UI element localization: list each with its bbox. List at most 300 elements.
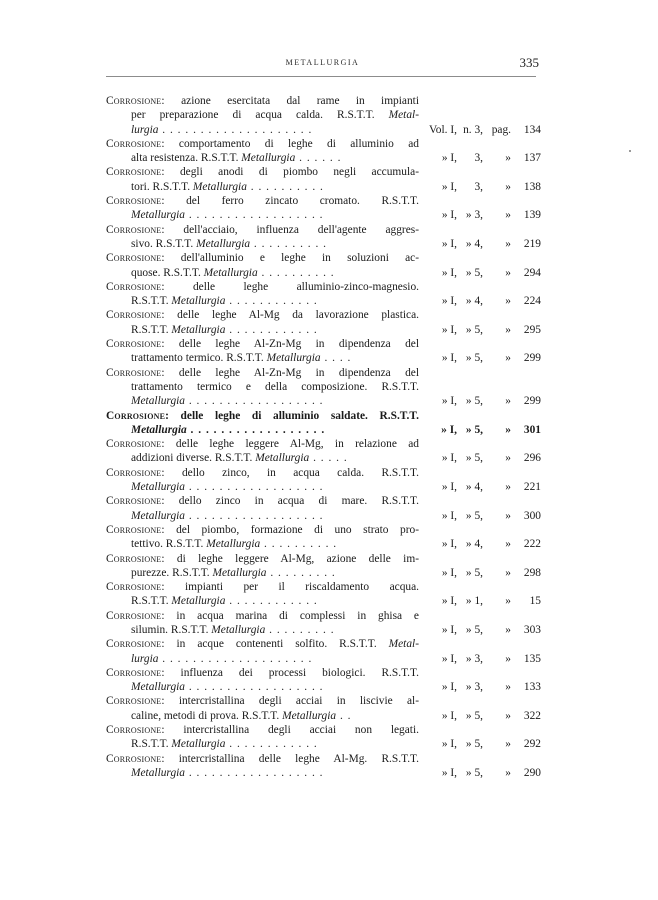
- entry-first-line: [106, 223, 541, 237]
- index-entry: [106, 637, 541, 666]
- entry-text: [131, 351, 419, 365]
- journal-name: Metallurgia: [192, 180, 247, 193]
- issue-number: 3,: [474, 180, 483, 193]
- dot-leader: . . . . . . . . . .: [250, 237, 328, 250]
- entry-description: : impianti per il riscaldamento acqua.: [161, 581, 419, 594]
- entry-description: R.S.T.T.: [131, 595, 172, 608]
- page-ref: 137: [523, 152, 541, 165]
- journal-name: Metallurgia: [131, 509, 185, 522]
- entry-description: : delle leghe Al-Zn-Mg in dipendenza del: [161, 366, 419, 379]
- dot-leader: . . . .: [320, 352, 352, 365]
- journal-name: Metallurgia: [206, 538, 261, 551]
- page-label: »: [505, 209, 511, 222]
- subject-index: [106, 94, 541, 780]
- journal-name: Metallurgia: [131, 481, 185, 494]
- entry-continuation-line: [106, 737, 541, 751]
- index-entry: [106, 251, 541, 280]
- page-label: »: [505, 509, 511, 522]
- entry-continuation-line: [106, 766, 541, 780]
- entry-description: purezze. R.S.T.T.: [131, 566, 213, 579]
- entry-first-line: [106, 752, 541, 766]
- entry-description: : delle leghe Al-Zn-Mg in dipendenza del: [161, 338, 419, 351]
- page-ref: 134: [523, 123, 541, 136]
- page-ref: 133: [523, 681, 541, 694]
- entry-first-line: [106, 308, 541, 322]
- entry-heading: Corrosione: [106, 409, 166, 422]
- index-entry: [106, 494, 541, 523]
- journal-name: Metallurgia: [255, 452, 310, 465]
- entry-heading: Corrosione: [106, 581, 162, 594]
- entry-description: : del piombo, formazione di uno strato pro-: [161, 523, 419, 536]
- entry-continuation-line: [106, 266, 541, 280]
- entry-text: [106, 337, 419, 351]
- entry-description: azione esercitata dal rame in impianti: [164, 95, 419, 107]
- dot-leader: . . . . . . . . . . . . . . . . . .: [186, 423, 326, 436]
- dot-leader: . . . . . . . . . . . . . . . . . .: [185, 681, 324, 694]
- entry-heading: Corrosione: [106, 338, 162, 351]
- entry-text: [106, 666, 419, 680]
- issue-number: » 3,: [465, 652, 483, 665]
- volume-ref: » I,: [441, 323, 457, 336]
- page-number: 335: [519, 55, 539, 70]
- entry-text: [131, 652, 419, 666]
- page-ref: 138: [523, 180, 541, 193]
- entry-description: alta resistenza. R.S.T.T.: [131, 152, 242, 165]
- page-ref: 296: [523, 452, 541, 465]
- page-label: »: [505, 481, 511, 494]
- journal-name: Metal-: [388, 109, 419, 122]
- entry-heading: Corrosione: [106, 666, 162, 679]
- index-entry: [106, 366, 541, 409]
- page-label: »: [505, 566, 511, 579]
- issue-number: » 5,: [465, 452, 483, 465]
- page-ref: 139: [523, 209, 541, 222]
- volume-ref: » I,: [441, 538, 457, 551]
- volume-ref: » I,: [441, 423, 457, 436]
- entry-heading: Corrosione: [106, 252, 162, 265]
- index-entry: [106, 337, 541, 366]
- issue-number: » 5,: [465, 395, 483, 408]
- entry-text: [131, 566, 419, 580]
- issue-number: » 5,: [465, 352, 483, 365]
- entry-text: [131, 380, 419, 394]
- index-entry: [106, 308, 541, 337]
- entry-heading: Corrosione: [106, 724, 162, 737]
- volume-ref: » I,: [441, 566, 457, 579]
- page-label: pag.: [491, 123, 511, 136]
- page-ref: 222: [523, 538, 541, 551]
- entry-text: [131, 509, 419, 523]
- journal-name: Metallurgia: [212, 566, 267, 579]
- entry-continuation-line: [106, 652, 541, 666]
- entry-description: : in acque contenenti solfito. R.S.T.T.: [161, 638, 389, 651]
- page-ref: 15: [529, 595, 541, 608]
- entry-heading: Corrosione: [106, 466, 162, 479]
- entry-description: quose. R.S.T.T.: [131, 266, 204, 279]
- journal-name: Metallurgia: [241, 152, 296, 165]
- issue-number: » 3,: [465, 209, 483, 222]
- dot-leader: . . . . . . . . . . . . . . . . . .: [185, 766, 324, 779]
- entry-description: addizioni diverse. R.S.T.T.: [131, 452, 256, 465]
- journal-name: Metallurgia: [282, 709, 337, 722]
- dot-leader: . . . . . . . . . .: [260, 538, 338, 551]
- entry-text: [131, 480, 419, 494]
- page-label: »: [505, 395, 511, 408]
- entry-text: [106, 723, 419, 737]
- volume-ref: » I,: [441, 652, 457, 665]
- entry-description: sivo. R.S.T.T.: [131, 237, 197, 250]
- entry-text: [106, 523, 419, 537]
- entry-description: : intercristallina degli acciai in liscivie al-: [161, 695, 419, 708]
- entry-text: [131, 451, 419, 465]
- entry-first-line: [106, 337, 541, 351]
- volume-ref: » I,: [441, 452, 457, 465]
- entry-text: [106, 251, 419, 265]
- entry-first-line: [106, 437, 541, 451]
- entry-first-line: [106, 251, 541, 265]
- entry-text: [106, 409, 419, 423]
- dot-leader: . . . . . . . . . . . . . . . . . .: [185, 509, 324, 522]
- entry-first-line: [106, 666, 541, 680]
- page-label: »: [505, 595, 511, 608]
- dot-leader: . . . . . . . . . . . .: [225, 323, 318, 336]
- entry-continuation-line: [106, 566, 541, 580]
- volume-ref: » I,: [441, 266, 457, 279]
- entry-text: [131, 294, 419, 308]
- page-ref: 298: [523, 566, 541, 579]
- volume-ref: » I,: [441, 209, 457, 222]
- entry-continuation-line: [106, 423, 541, 437]
- entry-description: : degli anodi di piombo negli accumula-: [161, 166, 419, 179]
- volume-ref: » I,: [441, 738, 457, 751]
- page-label: »: [505, 266, 511, 279]
- volume-ref: » I,: [441, 709, 457, 722]
- entry-heading: Corrosione: [106, 552, 162, 565]
- entry-description: per preparazione di acqua calda. R.S.T.T.: [131, 109, 389, 122]
- dot-leader: . . . . . . . . . . . . . . . . . . . .: [158, 652, 313, 665]
- dot-leader: . . . . . . . . . . . .: [225, 295, 318, 308]
- page-label: »: [505, 180, 511, 193]
- volume-ref: » I,: [441, 295, 457, 308]
- dot-leader: . . . . . . . . . . . . . . . . . .: [185, 481, 324, 494]
- dot-leader: . . . . . . . . . . . . . . . . . .: [185, 209, 324, 222]
- issue-number: » 5,: [465, 738, 483, 751]
- volume-ref: » I,: [441, 766, 457, 779]
- entry-description: R.S.T.T.: [131, 323, 172, 336]
- page-label: »: [505, 152, 511, 165]
- entry-heading: Corrosione: [106, 223, 162, 236]
- issue-number: » 5,: [465, 623, 483, 636]
- journal-name: Metallurgia: [196, 237, 251, 250]
- entry-continuation-line: [106, 680, 541, 694]
- entry-heading: Corrosione:: [106, 95, 165, 107]
- entry-heading: Corrosione: [106, 609, 162, 622]
- issue-number: » 4,: [465, 481, 483, 494]
- entry-first-line: [106, 466, 541, 480]
- entry-continuation-line: [106, 237, 541, 251]
- margin-speck: [629, 150, 631, 152]
- entry-text: [131, 423, 419, 437]
- entry-description: : delle leghe di alluminio saldate. R.S.T.T.: [165, 409, 419, 422]
- issue-number: » 5,: [465, 509, 483, 522]
- entry-first-line: [106, 94, 541, 108]
- entry-first-line: [106, 637, 541, 651]
- entry-description: : dello zinco in acqua di mare. R.S.T.T.: [161, 495, 419, 508]
- dot-leader: . . . . . . . . . .: [246, 180, 324, 193]
- index-entry: [106, 223, 541, 252]
- entry-description: trattamento termico e della composizione. R.S.T.T.: [131, 380, 419, 393]
- page-ref: 299: [523, 352, 541, 365]
- entry-continuation-line: [106, 537, 541, 551]
- entry-first-line: [106, 280, 541, 294]
- entry-first-line: [106, 580, 541, 594]
- entry-continuation-line: [106, 480, 541, 494]
- entry-heading: Corrosione: [106, 366, 162, 379]
- entry-text: [131, 266, 419, 280]
- entry-description: R.S.T.T.: [131, 295, 172, 308]
- page-label: »: [505, 295, 511, 308]
- entry-description: : del ferro zincato cromato. R.S.T.T.: [161, 195, 419, 208]
- header-rule: [106, 76, 536, 77]
- entry-text: [106, 308, 419, 322]
- entry-description: : delle leghe Al-Mg da lavorazione plastica.: [161, 309, 419, 322]
- page-ref: 322: [523, 709, 541, 722]
- index-entry: [106, 137, 541, 166]
- index-entry: [106, 437, 541, 466]
- entry-continuation-line: [106, 108, 541, 122]
- entry-text: [106, 609, 419, 623]
- entry-continuation-line: [106, 380, 541, 394]
- dot-leader: . . . . . .: [295, 152, 342, 165]
- entry-first-line: [106, 723, 541, 737]
- running-header: [106, 55, 539, 74]
- entry-text: [131, 208, 419, 222]
- index-entry: [106, 552, 541, 581]
- entry-description: tettivo. R.S.T.T.: [131, 538, 207, 551]
- issue-number: » 5,: [465, 709, 483, 722]
- volume-ref: » I,: [441, 237, 457, 250]
- index-entry: [106, 165, 541, 194]
- entry-text: [131, 151, 419, 165]
- index-entry: [106, 280, 541, 309]
- entry-text: [106, 552, 419, 566]
- entry-heading: Corrosione: [106, 438, 162, 451]
- entry-description: : intercristallina degli acciai non legati.: [161, 724, 419, 737]
- entry-continuation-line: [106, 709, 541, 723]
- entry-description: : dell'acciaio, influenza dell'agente aggres-: [161, 223, 419, 236]
- entry-first-line: [106, 366, 541, 380]
- volume-ref: » I,: [441, 623, 457, 636]
- entry-text: [106, 94, 419, 108]
- entry-text: [131, 180, 419, 194]
- entry-first-line: [106, 165, 541, 179]
- journal-name: Metallurgia: [171, 295, 226, 308]
- journal-name: Metallurgia: [131, 423, 187, 436]
- page-ref: 224: [523, 295, 541, 308]
- dot-leader: . . . . . . . . . . . .: [225, 595, 318, 608]
- dot-leader: . . . . . . . . .: [265, 623, 335, 636]
- running-title: METALLURGIA: [285, 58, 360, 67]
- page-ref: 219: [523, 237, 541, 250]
- entry-continuation-line: [106, 509, 541, 523]
- entry-text: [131, 323, 419, 337]
- entry-heading: Corrosione: [106, 695, 162, 708]
- issue-number: n. 3,: [463, 123, 483, 136]
- page-ref: 303: [523, 623, 541, 636]
- entry-description: : dello zinco, in acqua calda. R.S.T.T.: [161, 466, 419, 479]
- journal-name: Metallurgia: [131, 681, 185, 694]
- entry-first-line: [106, 194, 541, 208]
- dot-leader: . . . . . . . . . . . .: [225, 738, 318, 751]
- journal-name: Metal-: [388, 638, 419, 651]
- issue-number: » 5,: [465, 266, 483, 279]
- entry-description: trattamento termico. R.S.T.T.: [131, 352, 267, 365]
- entry-heading: Corrosione: [106, 638, 162, 651]
- page-ref: 290: [523, 766, 541, 779]
- index-entry: [106, 723, 541, 752]
- dot-leader: . . . . . . . . .: [266, 566, 336, 579]
- entry-text: [106, 366, 419, 380]
- entry-description: : delle leghe leggere Al-Mg, in relazione ad: [161, 438, 419, 451]
- entry-heading: Corrosione: [106, 309, 162, 322]
- volume-ref: Vol. I,: [429, 123, 457, 136]
- entry-text: [106, 466, 419, 480]
- entry-first-line: [106, 494, 541, 508]
- issue-number: » 5,: [465, 566, 483, 579]
- index-entry: [106, 694, 541, 723]
- page-ref: 294: [523, 266, 541, 279]
- page-label: »: [505, 323, 511, 336]
- page-ref: 300: [523, 509, 541, 522]
- entry-heading: Corrosione: [106, 137, 162, 150]
- index-entry: [106, 466, 541, 495]
- journal-name: lurgia: [131, 652, 159, 665]
- page-label: »: [505, 709, 511, 722]
- entry-description: : comportamento di leghe di alluminio ad: [161, 137, 419, 150]
- page-ref: 301: [523, 423, 541, 436]
- index-entry: [106, 409, 541, 438]
- entry-continuation-line: [106, 323, 541, 337]
- entry-continuation-line: [106, 123, 541, 137]
- dot-leader: . .: [336, 709, 352, 722]
- index-entry: [106, 752, 541, 781]
- volume-ref: » I,: [441, 152, 457, 165]
- journal-name: Metallurgia: [131, 209, 185, 222]
- page-ref: 135: [523, 652, 541, 665]
- entry-description: : intercristallina delle leghe Al-Mg. R.S.T.T.: [161, 752, 419, 765]
- entry-continuation-line: [106, 294, 541, 308]
- dot-leader: . . . . . . . . . . . . . . . . . .: [185, 395, 324, 408]
- entry-text: [131, 623, 419, 637]
- entry-continuation-line: [106, 594, 541, 608]
- page-label: »: [505, 352, 511, 365]
- journal-name: Metallurgia: [211, 623, 266, 636]
- entry-first-line: [106, 552, 541, 566]
- entry-text: [106, 437, 419, 451]
- entry-heading: Corrosione: [106, 495, 162, 508]
- journal-name: Metallurgia: [203, 266, 258, 279]
- entry-heading: Corrosione: [106, 195, 162, 208]
- entry-first-line: [106, 694, 541, 708]
- volume-ref: » I,: [441, 395, 457, 408]
- entry-text: [106, 694, 419, 708]
- issue-number: » 4,: [465, 295, 483, 308]
- index-entry: [106, 94, 541, 137]
- entry-description: caline, metodi di prova. R.S.T.T.: [131, 709, 283, 722]
- entry-first-line: [106, 409, 541, 423]
- page-label: »: [505, 452, 511, 465]
- volume-ref: » I,: [441, 481, 457, 494]
- entry-text: [106, 580, 419, 594]
- page-ref: 299: [523, 395, 541, 408]
- journal-name: Metallurgia: [131, 395, 185, 408]
- page-ref: 221: [523, 481, 541, 494]
- page-ref: 295: [523, 323, 541, 336]
- volume-ref: » I,: [441, 352, 457, 365]
- entry-text: [131, 594, 419, 608]
- entry-continuation-line: [106, 180, 541, 194]
- entry-text: [106, 637, 419, 651]
- issue-number: » 5,: [465, 323, 483, 336]
- entry-continuation-line: [106, 351, 541, 365]
- entry-continuation-line: [106, 394, 541, 408]
- journal-name: Metallurgia: [131, 766, 185, 779]
- entry-heading: Corrosione: [106, 166, 162, 179]
- entry-text: [106, 280, 419, 294]
- page-label: »: [505, 652, 511, 665]
- entry-text: [106, 137, 419, 151]
- entry-text: [131, 709, 419, 723]
- index-entry: [106, 194, 541, 223]
- issue-number: 3,: [474, 152, 483, 165]
- entry-first-line: [106, 609, 541, 623]
- entry-description: : delle leghe alluminio-zinco-magnesio.: [161, 280, 419, 293]
- entry-text: [106, 194, 419, 208]
- volume-ref: » I,: [441, 509, 457, 522]
- journal-name: lurgia: [131, 123, 159, 136]
- entry-text: [106, 752, 419, 766]
- index-entry: [106, 666, 541, 695]
- entry-description: R.S.T.T.: [131, 738, 172, 751]
- issue-number: » 1,: [465, 595, 483, 608]
- index-entry: [106, 609, 541, 638]
- entry-text: [131, 680, 419, 694]
- volume-ref: » I,: [441, 681, 457, 694]
- entry-description: tori. R.S.T.T.: [131, 180, 193, 193]
- entry-first-line: [106, 523, 541, 537]
- page-label: »: [505, 738, 511, 751]
- dot-leader: . . . . .: [309, 452, 348, 465]
- entry-continuation-line: [106, 208, 541, 222]
- page-label: »: [505, 237, 511, 250]
- volume-ref: » I,: [441, 180, 457, 193]
- entry-heading: Corrosione: [106, 752, 162, 765]
- entry-description: silumin. R.S.T.T.: [131, 623, 212, 636]
- page-label: »: [505, 423, 511, 436]
- entry-heading: Corrosione: [106, 523, 162, 536]
- volume-ref: » I,: [441, 595, 457, 608]
- entry-continuation-line: [106, 451, 541, 465]
- entry-text: [131, 394, 419, 408]
- page-label: »: [505, 766, 511, 779]
- entry-text: [131, 108, 419, 122]
- entry-text: [131, 537, 419, 551]
- entry-first-line: [106, 137, 541, 151]
- journal-name: Metallurgia: [266, 352, 321, 365]
- entry-description: : influenza dei processi biologici. R.S.T.T.: [161, 666, 419, 679]
- issue-number: » 3,: [465, 681, 483, 694]
- page-label: »: [505, 538, 511, 551]
